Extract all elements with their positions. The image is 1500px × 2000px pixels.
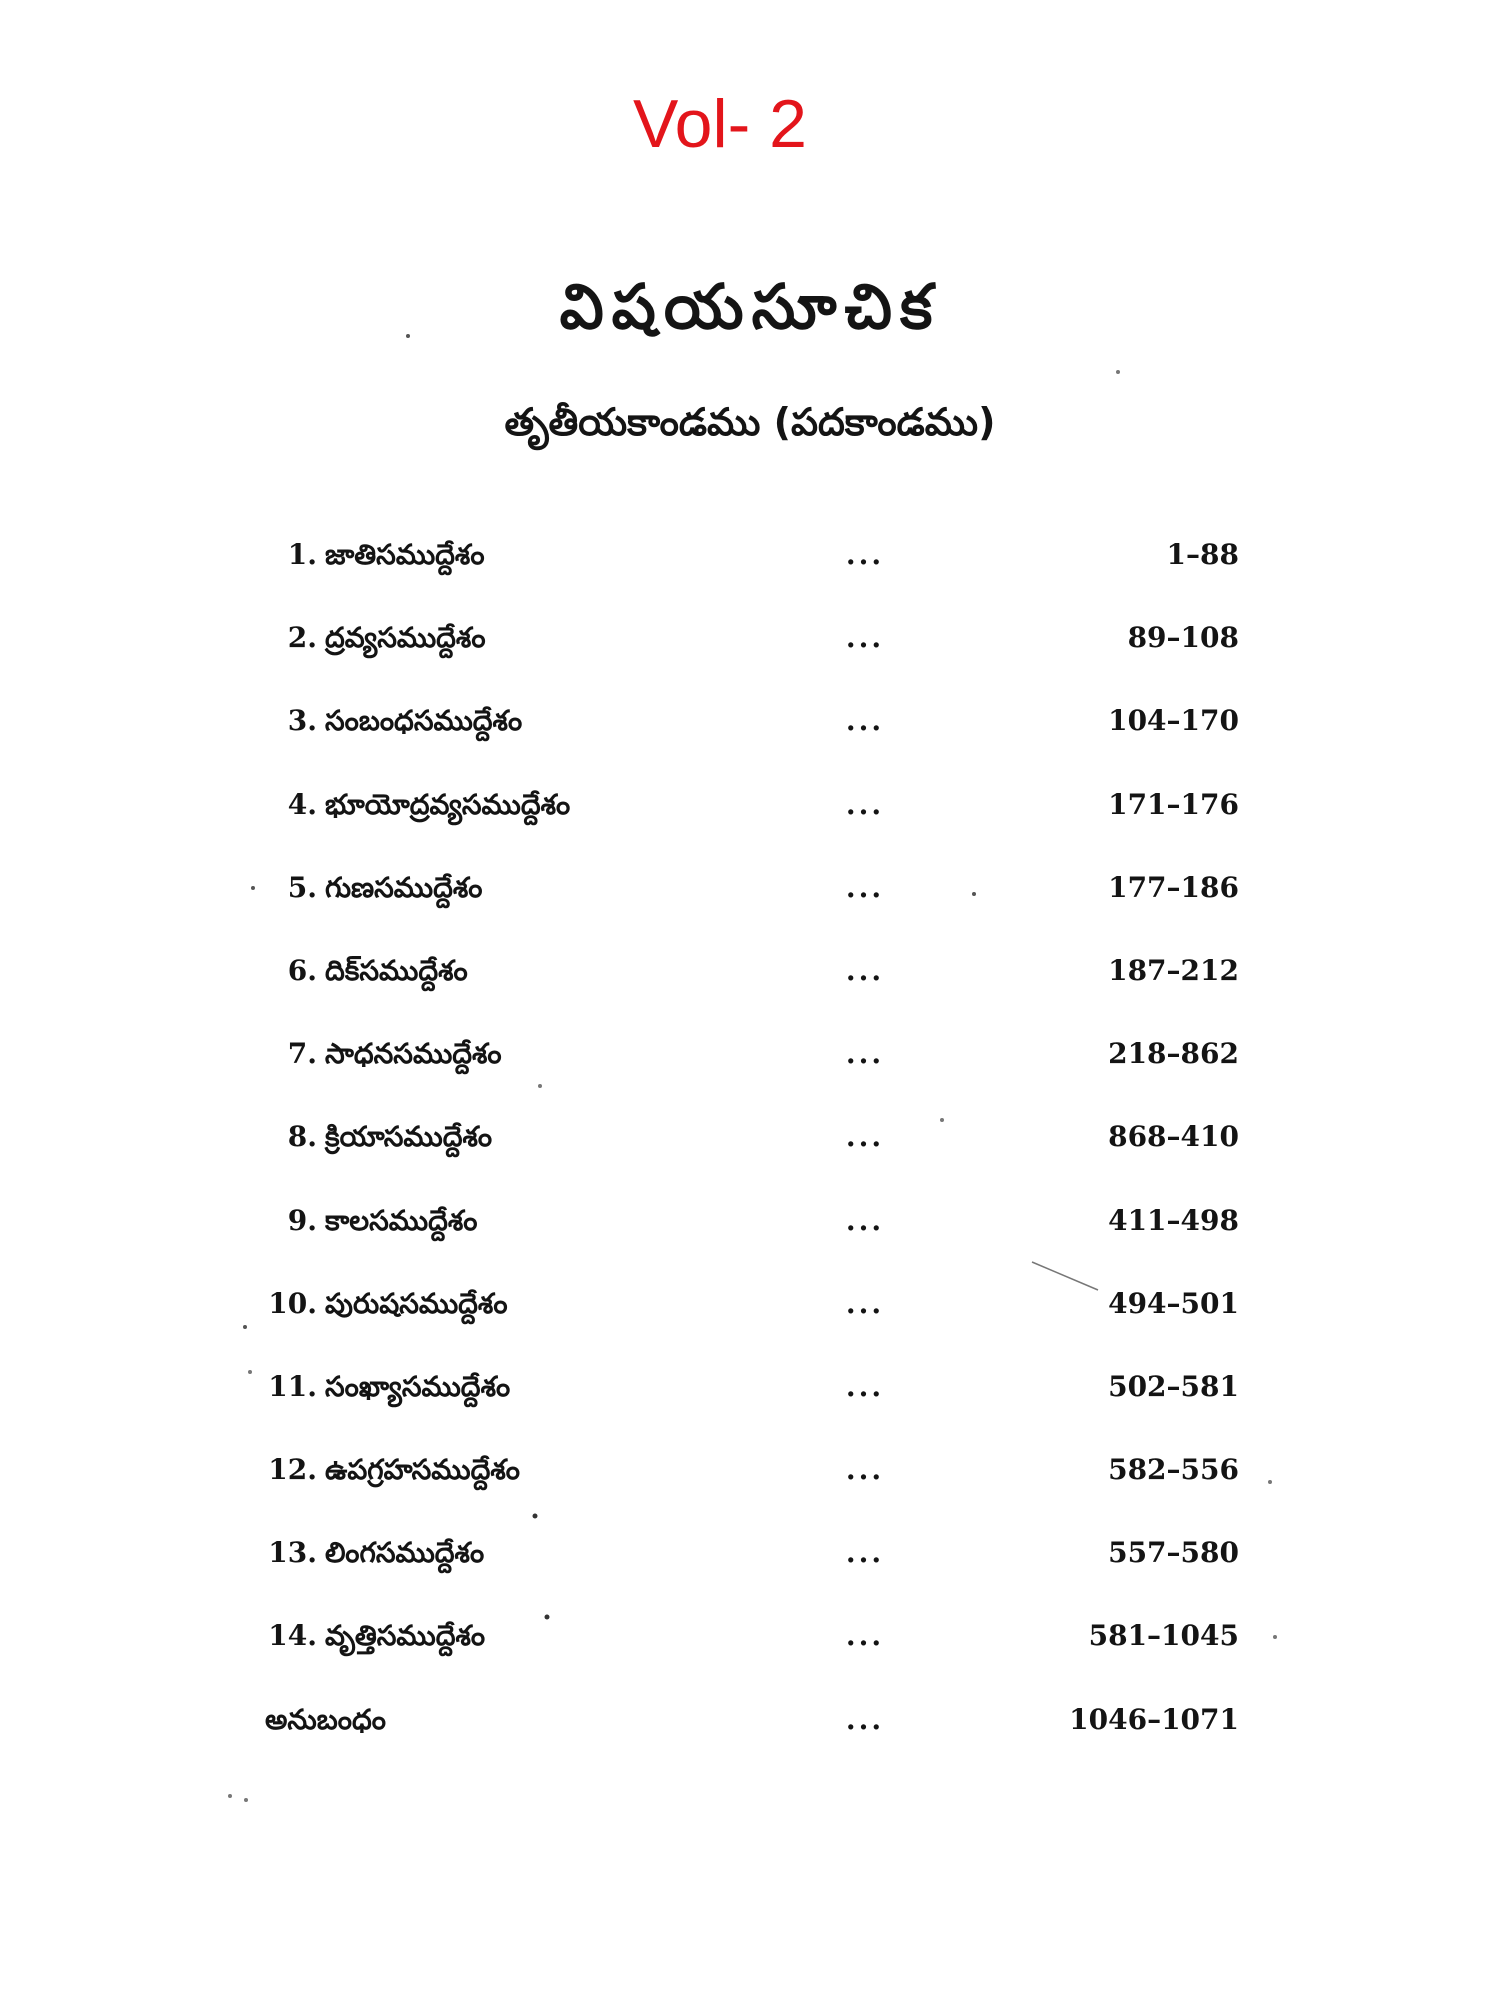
toc-pages: 218–862 (1108, 1037, 1239, 1071)
toc-number: 8. (287, 1120, 317, 1154)
toc-number: 7. (287, 1037, 317, 1071)
toc-row (265, 941, 1245, 1024)
toc-number: 2. (287, 621, 317, 655)
toc-dots: ... (845, 1369, 885, 1403)
volume-label: Vol- 2 (633, 86, 807, 162)
toc-number: 11. (268, 1369, 317, 1403)
toc-dots: ... (845, 953, 885, 987)
toc-number: 3. (287, 704, 317, 738)
toc-title: సంబంధసముద్దేశం (325, 704, 523, 738)
speck (248, 1370, 252, 1374)
toc-pages: 868–410 (1108, 1120, 1239, 1154)
toc-row (265, 1191, 1245, 1274)
table-of-contents (265, 525, 1245, 1773)
toc-row (265, 1440, 1245, 1523)
toc-pages: 177–186 (1108, 870, 1239, 904)
toc-pages: 411–498 (1108, 1203, 1239, 1237)
toc-row (265, 525, 1245, 608)
toc-row (265, 1690, 1245, 1773)
toc-pages: 581–1045 (1088, 1619, 1239, 1653)
toc-dots: ... (845, 870, 885, 904)
toc-number: 5. (287, 870, 317, 904)
toc-dots: ... (845, 1203, 885, 1237)
toc-number: 4. (287, 787, 317, 821)
speck (1273, 1635, 1277, 1639)
page-title: విషయసూచిక (559, 270, 941, 343)
toc-row (265, 1107, 1245, 1190)
toc-pages: 494–501 (1108, 1286, 1239, 1320)
speck (1268, 1480, 1272, 1484)
toc-title: క్రియాసముద్దేశం (325, 1120, 493, 1154)
toc-number: 1. (287, 538, 317, 571)
toc-title: పురుషసముద్దేశం (325, 1286, 508, 1320)
toc-dots: ... (845, 621, 885, 655)
toc-title: భూయోద్రవ్యసముద్దేశం (325, 787, 571, 821)
toc-number: 14. (268, 1619, 317, 1653)
toc-row (265, 775, 1245, 858)
toc-row (265, 691, 1245, 774)
toc-dots: ... (845, 1619, 885, 1653)
toc-number: 13. (268, 1536, 317, 1570)
toc-pages: 557–580 (1108, 1536, 1239, 1570)
toc-row (265, 608, 1245, 691)
toc-title: వృత్తిసముద్దేశం (325, 1619, 486, 1653)
toc-row (265, 858, 1245, 941)
toc-title: జాతిసముద్దేశం (325, 538, 485, 571)
toc-pages: 104–170 (1108, 704, 1239, 738)
toc-row (265, 1274, 1245, 1357)
toc-number: 9. (287, 1203, 317, 1237)
speck (244, 1798, 248, 1802)
toc-dots: ... (845, 1120, 885, 1154)
page-subtitle: తృతీయకాండము (పదకాండము) (504, 400, 996, 444)
toc-dots: ... (845, 1702, 885, 1736)
toc-dots: ... (845, 1536, 885, 1570)
toc-title: సాధనసముద్దేశం (325, 1037, 502, 1071)
toc-pages: 1–88 (1166, 538, 1239, 571)
toc-title: ద్రవ్యసముద్దేశం (325, 621, 486, 655)
toc-number: 10. (268, 1286, 317, 1320)
toc-title: ఉపగ్రహసముద్దేశం (325, 1453, 520, 1487)
speck (251, 886, 255, 890)
speck (228, 1794, 232, 1798)
toc-row (265, 1357, 1245, 1440)
toc-dots: ... (845, 787, 885, 821)
toc-pages: 187–212 (1108, 953, 1239, 987)
toc-dots: ... (845, 1286, 885, 1320)
toc-row (265, 1606, 1245, 1689)
toc-title: సంఖ్యాసముద్దేశం (325, 1369, 511, 1403)
toc-pages: 171–176 (1108, 787, 1239, 821)
speck (243, 1325, 247, 1329)
toc-pages: 582–556 (1108, 1453, 1239, 1487)
toc-number: 12. (268, 1453, 317, 1487)
toc-number: 6. (287, 953, 317, 987)
toc-dots: ... (845, 1037, 885, 1071)
toc-dots: ... (845, 1453, 885, 1487)
toc-row (265, 1024, 1245, 1107)
toc-title: దిక్‌సముద్దేశం (325, 953, 468, 987)
toc-pages: 89–108 (1127, 621, 1239, 655)
toc-title: గుణసముద్దేశం (325, 870, 483, 904)
toc-dots: ... (845, 538, 885, 571)
speck (1116, 370, 1120, 374)
toc-title: కాలసముద్దేశం (325, 1203, 478, 1237)
toc-row (265, 1523, 1245, 1606)
toc-title: లింగసముద్దేశం (325, 1536, 485, 1570)
toc-pages: 1046–1071 (1069, 1702, 1239, 1736)
toc-title: అనుబంధం (265, 1702, 386, 1736)
toc-pages: 502–581 (1108, 1369, 1239, 1403)
toc-dots: ... (845, 704, 885, 738)
